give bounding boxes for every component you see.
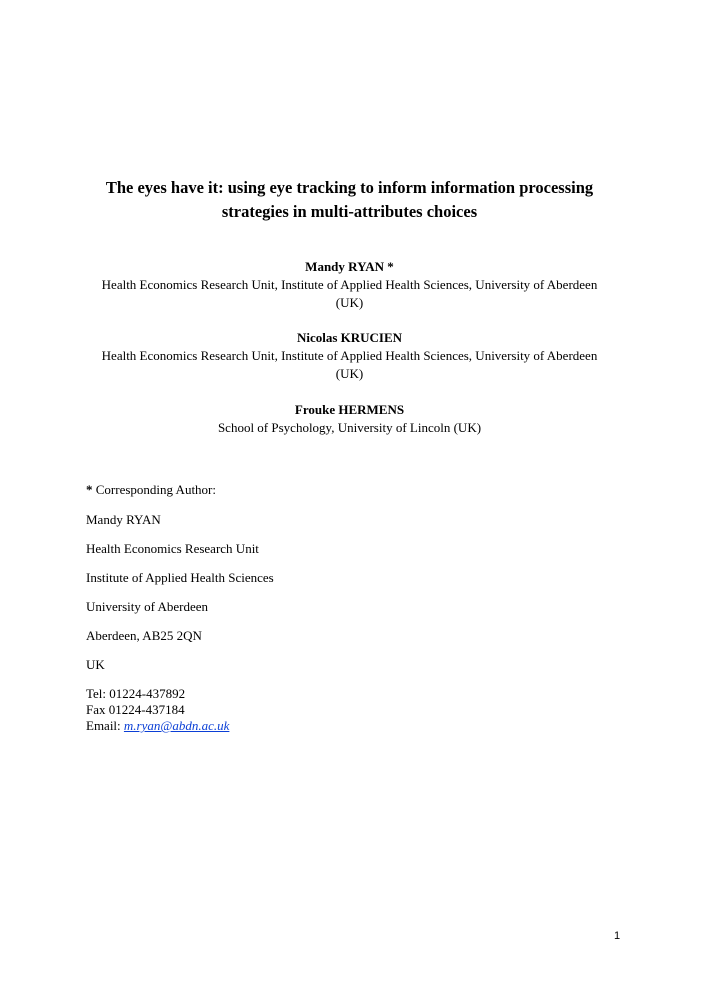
author-name-hermens: Frouke HERMENS [294,402,405,417]
paper-title [86,176,613,224]
author-affiliation-hermens: School of Psychology, University of Lincoln (UK) [217,420,482,435]
corresponding-country: UK [86,657,105,672]
author-name-ryan: Mandy RYAN * [305,259,394,274]
corresponding-unit: Health Economics Research Unit [86,541,259,556]
corresponding-institute: Institute of Applied Health Sciences [86,570,274,585]
email-label: Email: [86,718,124,733]
page-number: 1 [614,930,621,942]
author-name-krucien: Nicolas KRUCIEN [296,330,403,345]
corresponding-fax: Fax 01224-437184 [86,702,185,717]
affiliation-line-1: Health Economics Research Unit, Institute of Applied Health Sciences, University of Aberdeen [101,348,598,363]
affiliation-line-1: Health Economics Research Unit, Institute of Applied Health Sciences, University of Aberdeen [101,277,598,292]
corresponding-tel: Tel: 01224-437892 [86,686,186,701]
corresponding-email-line [86,718,229,734]
corresponding-label-text: Corresponding Author: [92,482,216,497]
corresponding-name: Mandy RYAN [86,512,161,527]
title-line-2: strategies in multi-attributes choices [221,202,478,221]
corresponding-city: Aberdeen, AB25 2QN [86,628,202,643]
affiliation-line-2: (UK) [335,366,364,381]
email-link[interactable]: m.ryan@abdn.ac.uk [123,718,230,733]
affiliation-line-2: (UK) [335,295,364,310]
corresponding-university: University of Aberdeen [86,599,209,614]
author-affiliation-krucien [86,347,613,383]
corresponding-author-label [86,482,216,498]
asterisk: * [86,482,93,497]
title-line-1: The eyes have it: using eye tracking to inform information processing [105,178,594,197]
author-affiliation-ryan [86,276,613,312]
